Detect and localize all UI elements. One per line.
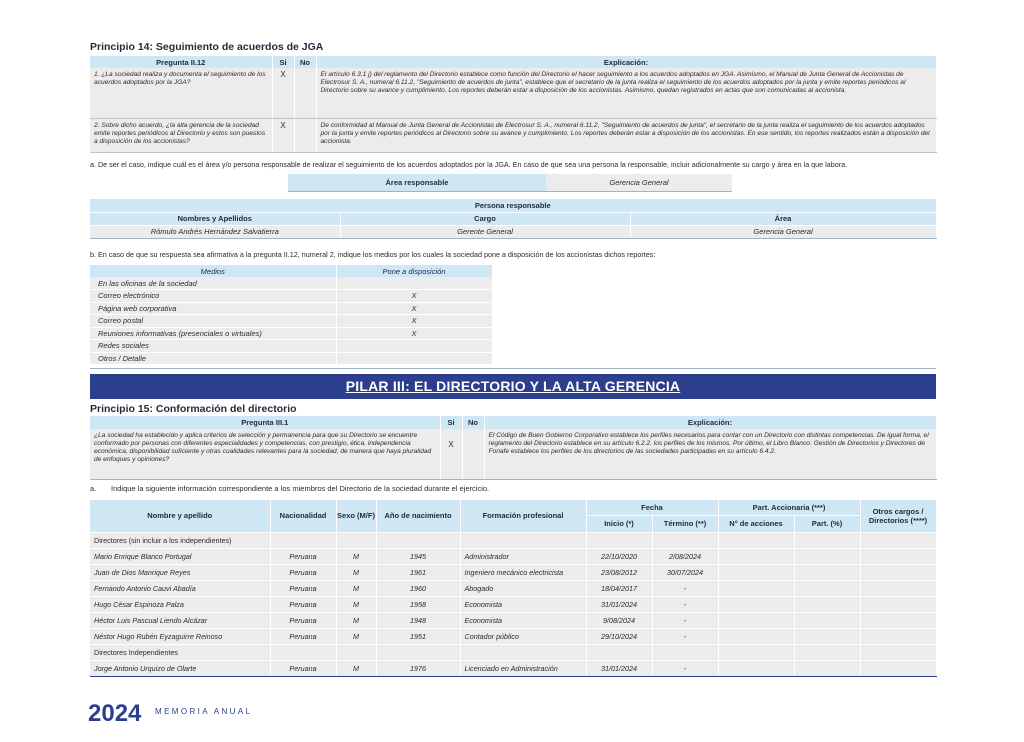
director-formacion: Contador público bbox=[460, 628, 586, 644]
director-sexo: M bbox=[336, 628, 376, 644]
table-row bbox=[90, 327, 492, 340]
header-pone: Pone a disposición bbox=[336, 265, 492, 277]
answer-si: X bbox=[272, 68, 294, 118]
question-text: 2. Sobre dicho acuerdo, ¿la alta gerencia de la sociedad emite reportes periódicos al Directorio y estos son puestos a disposición de los accionistas? bbox=[90, 118, 272, 152]
question-text: 1. ¿La sociedad realiza y documenta el seguimiento de los acuerdos adoptados por la JGA? bbox=[90, 68, 272, 118]
answer-si: X bbox=[440, 429, 462, 479]
header-medios: Medios bbox=[90, 265, 336, 277]
director-termino: - bbox=[652, 612, 718, 628]
question-text: ¿La sociedad ha establecido y aplica criterios de selección y permanencia para que su Directorio se encuentre conformado por personas con diferentes especialidades y competencias, con prestigio, ética, independencia económica, disponibilidad suficiente y otras cualidades relevantes para la sociedad, de manera que haya pluralidad de enfoques y opiniones? bbox=[90, 429, 440, 479]
persona-nombre: Rómulo Andrés Hernández Salvatierra bbox=[90, 225, 340, 238]
area-value: Gerencia General bbox=[546, 174, 732, 191]
director-inicio: 22/10/2020 bbox=[586, 548, 652, 564]
director-formacion: Abogado bbox=[460, 580, 586, 596]
note-b: b. En caso de que su respuesta sea afirmativa a la pregunta II.12, numeral 2, indique los medios por los cuales la sociedad pone a disposición de los accionistas dichos reportes: bbox=[90, 250, 656, 259]
header-pregunta: Pregunta III.1 bbox=[90, 416, 440, 429]
director-nacionalidad: Peruana bbox=[270, 628, 336, 644]
principle-15-table bbox=[90, 416, 937, 480]
director-formacion: Administrador bbox=[460, 548, 586, 564]
table-row bbox=[90, 315, 492, 328]
medio-value: X bbox=[336, 302, 492, 315]
table-row bbox=[90, 564, 936, 580]
director-nacionalidad: Peruana bbox=[270, 660, 336, 676]
header-no: No bbox=[294, 56, 316, 68]
director-inicio: 18/04/2017 bbox=[586, 580, 652, 596]
medio-label: Página web corporativa bbox=[90, 302, 336, 315]
table-row bbox=[90, 290, 492, 303]
director-nacionalidad: Peruana bbox=[270, 596, 336, 612]
director-termino: - bbox=[652, 660, 718, 676]
director-termino: - bbox=[652, 628, 718, 644]
director-nacionalidad: Peruana bbox=[270, 564, 336, 580]
header-part: Part. Accionaria (***) bbox=[718, 500, 860, 515]
director-nacionalidad: Peruana bbox=[270, 580, 336, 596]
director-sexo: M bbox=[336, 580, 376, 596]
note-a-15: Indique la siguiente información correspondiente a los miembros del Directorio de la sociedad durante el ejercicio. bbox=[111, 484, 490, 493]
header-sexo: Sexo (M/F) bbox=[336, 500, 376, 532]
director-anio: 1958 bbox=[376, 596, 460, 612]
medio-label: Reuniones informativas (presenciales o virtuales) bbox=[90, 327, 336, 340]
header-nombre: Nombre y apellido bbox=[90, 500, 270, 532]
table-row bbox=[90, 612, 936, 628]
pilar-banner: PILAR III: EL DIRECTORIO Y LA ALTA GERENCIA bbox=[90, 374, 936, 399]
table-row bbox=[90, 429, 936, 479]
header-anio: Año de nacimiento bbox=[376, 500, 460, 532]
note-a: a. De ser el caso, indique cuál es el área y/o persona responsable de realizar el seguimiento de los acuerdos adoptados por la JGA. En caso de que sea una persona la responsable, incluir adicionalmente su cargo y área en la que labora. bbox=[90, 160, 848, 169]
director-anio: 1948 bbox=[376, 612, 460, 628]
medio-label: Correo electrónico bbox=[90, 290, 336, 303]
director-nombre: Juan de Dios Manrique Reyes bbox=[90, 564, 270, 580]
header-formacion: Formación profesional bbox=[460, 500, 586, 532]
footer-label: MEMORIA ANUAL bbox=[155, 707, 253, 716]
header-no: No bbox=[462, 416, 484, 429]
table-row bbox=[90, 548, 936, 564]
medio-value: X bbox=[336, 315, 492, 328]
director-inicio: 23/08/2012 bbox=[586, 564, 652, 580]
header-nacionalidad: Nacionalidad bbox=[270, 500, 336, 532]
header-area: Área bbox=[630, 212, 936, 225]
table-row bbox=[90, 302, 492, 315]
director-anio: 1976 bbox=[376, 660, 460, 676]
header-fecha: Fecha bbox=[586, 500, 718, 515]
area-label: Área responsable bbox=[288, 174, 546, 191]
principle-14-table bbox=[90, 56, 937, 153]
table-row bbox=[90, 628, 936, 644]
answer-si: X bbox=[272, 118, 294, 152]
header-nombres: Nombres y Apellidos bbox=[90, 212, 340, 225]
divider bbox=[90, 368, 936, 369]
medios-table bbox=[90, 265, 493, 365]
director-nombre: Néstor Hugo Rubén Eyzaguirre Reinoso bbox=[90, 628, 270, 644]
table-row bbox=[90, 596, 936, 612]
persona-responsable-table bbox=[90, 199, 937, 239]
explanation-text: El artículo 6.3.1 j) del reglamento del Directorio establece como función del Directorio el hacer seguimiento a los acuerdos adoptados en JGA. Asimismo, el Manual de Junta General de Accionistas de Electrosur S. A., numeral 6.11.2, "Seguimiento de acuerdos de junta", establece que el secretario de la junta realiza el seguimiento de los acuerdos adoptados por la junta y emite reportes periódicos al Directorio sobre su avance y cumplimiento. Los reportes deberán estar a disposición de los accionistas. Asimismo, quedan registrados en actas que son comunicadas al accionista. bbox=[316, 68, 936, 118]
header-cargo: Cargo bbox=[340, 212, 630, 225]
header-explicacion: Explicación: bbox=[484, 416, 936, 429]
table-row bbox=[90, 225, 936, 238]
table-row bbox=[90, 352, 492, 365]
principle-14-title: Principio 14: Seguimiento de acuerdos de JGA bbox=[90, 41, 324, 53]
director-anio: 1960 bbox=[376, 580, 460, 596]
header-otros: Otros cargos / Directorios (****) bbox=[860, 500, 936, 532]
persona-title: Persona responsable bbox=[90, 199, 936, 212]
directors-table bbox=[90, 500, 937, 677]
director-anio: 1951 bbox=[376, 628, 460, 644]
medio-label: Redes sociales bbox=[90, 340, 336, 353]
header-inicio: Inicio (*) bbox=[586, 515, 652, 532]
medio-value bbox=[336, 340, 492, 353]
group-row bbox=[90, 532, 936, 548]
header-si: Si bbox=[272, 56, 294, 68]
director-inicio: 29/10/2024 bbox=[586, 628, 652, 644]
director-nacionalidad: Peruana bbox=[270, 548, 336, 564]
group-label: Directores Independientes bbox=[90, 644, 270, 660]
director-inicio: 9/08/2024 bbox=[586, 612, 652, 628]
director-sexo: M bbox=[336, 596, 376, 612]
explanation-text: El Código de Buen Gobierno Corporativo establece los perfiles necesarios para contar con un Directorio con distintas competencias. De igual forma, el reglamento del Directorio establece en su artículo 6.2.2. los perfiles de los mismos. Por último, el Libro Blanco: Gestión de Directorios y Directores de Fonafe establece los perfiles de los directorios de las sociedades participadas en su artículo 6.4.2. bbox=[484, 429, 936, 479]
table-row bbox=[90, 340, 492, 353]
director-inicio: 31/01/2024 bbox=[586, 596, 652, 612]
answer-no bbox=[294, 118, 316, 152]
medio-label: Otros / Detalle bbox=[90, 352, 336, 365]
persona-area: Gerencia General bbox=[630, 225, 936, 238]
director-formacion: Licenciado en Administración bbox=[460, 660, 586, 676]
medio-value: X bbox=[336, 327, 492, 340]
header-part-pct: Part. (%) bbox=[794, 515, 860, 532]
logo-year: 2024 bbox=[88, 700, 142, 724]
director-nombre: Hugo César Espinoza Palza bbox=[90, 596, 270, 612]
answer-no bbox=[294, 68, 316, 118]
medio-value bbox=[336, 277, 492, 290]
director-formacion: Ingeniero mecánico electricista bbox=[460, 564, 586, 580]
note-a-prefix: a. bbox=[90, 484, 97, 493]
medio-label: Correo postal bbox=[90, 315, 336, 328]
director-anio: 1961 bbox=[376, 564, 460, 580]
director-anio: 1945 bbox=[376, 548, 460, 564]
table-row bbox=[90, 580, 936, 596]
group-label: Directores (sin incluir a los independientes) bbox=[90, 532, 270, 548]
director-sexo: M bbox=[336, 660, 376, 676]
header-pregunta: Pregunta II.12 bbox=[90, 56, 272, 68]
director-formacion: Economista bbox=[460, 612, 586, 628]
director-nacionalidad: Peruana bbox=[270, 612, 336, 628]
medio-label: En las oficinas de la sociedad bbox=[90, 277, 336, 290]
persona-cargo: Gerente General bbox=[340, 225, 630, 238]
group-row bbox=[90, 644, 936, 660]
table-row bbox=[90, 118, 936, 152]
director-termino: - bbox=[652, 580, 718, 596]
header-n-acciones: N° de acciones bbox=[718, 515, 794, 532]
area-responsable-table bbox=[288, 174, 732, 192]
director-termino: 30/07/2024 bbox=[652, 564, 718, 580]
director-inicio: 31/01/2024 bbox=[586, 660, 652, 676]
director-sexo: M bbox=[336, 548, 376, 564]
director-nombre: Fernando Antonio Cauvi Abadía bbox=[90, 580, 270, 596]
table-row bbox=[90, 68, 936, 118]
medio-value: X bbox=[336, 290, 492, 303]
medio-value bbox=[336, 352, 492, 365]
header-termino: Término (**) bbox=[652, 515, 718, 532]
explanation-text: De conformidad al Manual de Junta General de Accionistas de Electrosur S. A., numeral 6.11.2, "Seguimiento de acuerdos de junta", el secretario de la junta realiza el seguimiento de los acuerdos adoptados por la junta y emite reportes periódicos al Directorio sobre su avance y cumplimiento. Los reportes deberán estar a disposición de los accionistas. En ese sentido, los reportes realizados están a disposición del accionista. bbox=[316, 118, 936, 152]
principle-15-title: Principio 15: Conformación del directorio bbox=[90, 403, 297, 415]
director-nombre: Jorge Antonio Urquizo de Olarte bbox=[90, 660, 270, 676]
director-nombre: Mario Enrique Blanco Portugal bbox=[90, 548, 270, 564]
header-explicacion: Explicación: bbox=[316, 56, 936, 68]
table-row bbox=[90, 660, 936, 676]
header-si: Si bbox=[440, 416, 462, 429]
director-formacion: Economista bbox=[460, 596, 586, 612]
director-termino: 2/08/2024 bbox=[652, 548, 718, 564]
director-sexo: M bbox=[336, 612, 376, 628]
answer-no bbox=[462, 429, 484, 479]
director-sexo: M bbox=[336, 564, 376, 580]
director-nombre: Héctor Luis Pascual Liendo Alcázar bbox=[90, 612, 270, 628]
table-row bbox=[90, 277, 492, 290]
director-termino: - bbox=[652, 596, 718, 612]
memoria-2024-logo bbox=[88, 700, 152, 724]
